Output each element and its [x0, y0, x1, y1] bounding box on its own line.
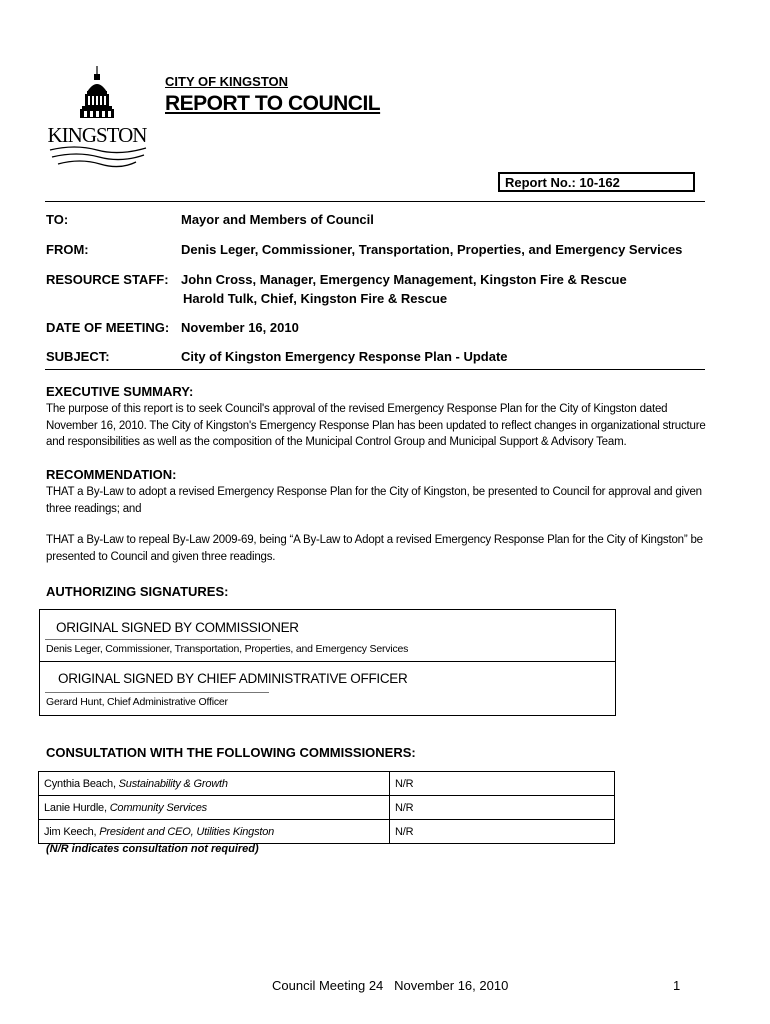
to-label: TO:: [46, 212, 69, 227]
page-title: REPORT TO COUNCIL: [165, 92, 381, 115]
recommendation-line: presented to Council and given three readings.: [46, 550, 276, 563]
date-of-meeting-value: November 16, 2010: [181, 320, 299, 335]
from-label: FROM:: [46, 242, 89, 257]
cao-signature-status: ORIGINAL SIGNED BY CHIEF ADMINISTRATIVE OFFICER: [58, 671, 408, 686]
executive-summary-line: November 16, 2010. The City of Kingston's Emergency Response Plan has been updated to reflect changes in organizational structure: [46, 419, 706, 432]
commissioner-name: Denis Leger, Commissioner, Transportation, Properties, and Emergency Services: [46, 643, 409, 655]
signature-line: [45, 692, 269, 693]
city-name: CITY OF KINGSTON: [165, 74, 289, 89]
table-row: [39, 772, 615, 796]
to-value: Mayor and Members of Council: [181, 212, 374, 227]
commissioner-role: President and CEO, Utilities Kingston: [99, 825, 275, 838]
consultation-status: N/R: [390, 820, 615, 844]
consultation-table: [38, 771, 615, 844]
resource-staff-value-2: Harold Tulk, Chief, Kingston Fire & Rescue: [183, 291, 448, 306]
recommendation-line: THAT a By-Law to repeal By-Law 2009-69, being “A By-Law to Adopt a revised Emergency Response Plan for the City of Kingston” be: [46, 534, 703, 546]
commissioner-role: Community Services: [109, 801, 207, 814]
table-row: [39, 820, 615, 844]
executive-summary-heading: EXECUTIVE SUMMARY:: [46, 384, 194, 399]
city-logo: [40, 62, 158, 182]
subject-value: City of Kingston Emergency Response Plan - Update: [181, 349, 508, 364]
page-number: 1: [673, 978, 681, 993]
commissioner-signature-status: ORIGINAL SIGNED BY COMMISSIONER: [56, 620, 299, 635]
commissioner-name: Jim Keech,: [44, 825, 100, 838]
date-of-meeting-label: DATE OF MEETING:: [46, 320, 170, 335]
recommendation-line: three readings; and: [46, 502, 142, 515]
commissioner-cell: [39, 796, 390, 820]
cao-name: Gerard Hunt, Chief Administrative Officer: [46, 696, 228, 708]
from-value: Denis Leger, Commissioner, Transportation, Properties, and Emergency Services: [181, 242, 683, 257]
executive-summary-text: [46, 401, 726, 451]
authorizing-signatures-heading: AUTHORIZING SIGNATURES:: [46, 584, 229, 599]
executive-summary-line: and responsibilities as well as the composition of the Municipal Control Group and Municipal Support & Advisory Team.: [46, 436, 627, 448]
recommendation-paragraph-1: [46, 484, 726, 517]
consultation-status: N/R: [390, 796, 615, 820]
recommendation-paragraph-2: [46, 532, 726, 565]
table-row: [39, 796, 615, 820]
fields-divider: [45, 369, 705, 370]
report-number: Report No.: 10-162: [505, 175, 620, 190]
recommendation-line: THAT a By-Law to adopt a revised Emergency Response Plan for the City of Kingston, be presented to Council for approval and given: [46, 486, 702, 498]
resource-staff-label: RESOURCE STAFF:: [46, 272, 169, 287]
signature-line: [45, 639, 271, 640]
executive-summary-line: The purpose of this report is to seek Council's approval of the revised Emergency Response Plan for the City of Kingston dated: [46, 403, 668, 415]
commissioner-role: Sustainability & Growth: [118, 777, 228, 790]
commissioner-cell: [39, 820, 390, 844]
header-divider: [45, 201, 705, 202]
resource-staff-value: John Cross, Manager, Emergency Management, Kingston Fire & Rescue: [181, 272, 627, 287]
consultation-note: (N/R indicates consultation not required): [46, 843, 259, 855]
commissioner-name: Cynthia Beach,: [44, 777, 119, 790]
city-hall-dome-icon: [40, 62, 158, 182]
recommendation-heading: RECOMMENDATION:: [46, 467, 177, 482]
logo-wordmark: KINGSTON: [47, 123, 147, 147]
commissioner-name: Lanie Hurdle,: [44, 801, 110, 814]
signatures-divider: [39, 661, 616, 662]
subject-label: SUBJECT:: [46, 349, 110, 364]
consultation-heading: CONSULTATION WITH THE FOLLOWING COMMISSIONERS:: [46, 745, 416, 760]
consultation-status: N/R: [390, 772, 615, 796]
commissioner-cell: [39, 772, 390, 796]
footer-meeting-info: Council Meeting 24 November 16, 2010: [272, 978, 509, 993]
